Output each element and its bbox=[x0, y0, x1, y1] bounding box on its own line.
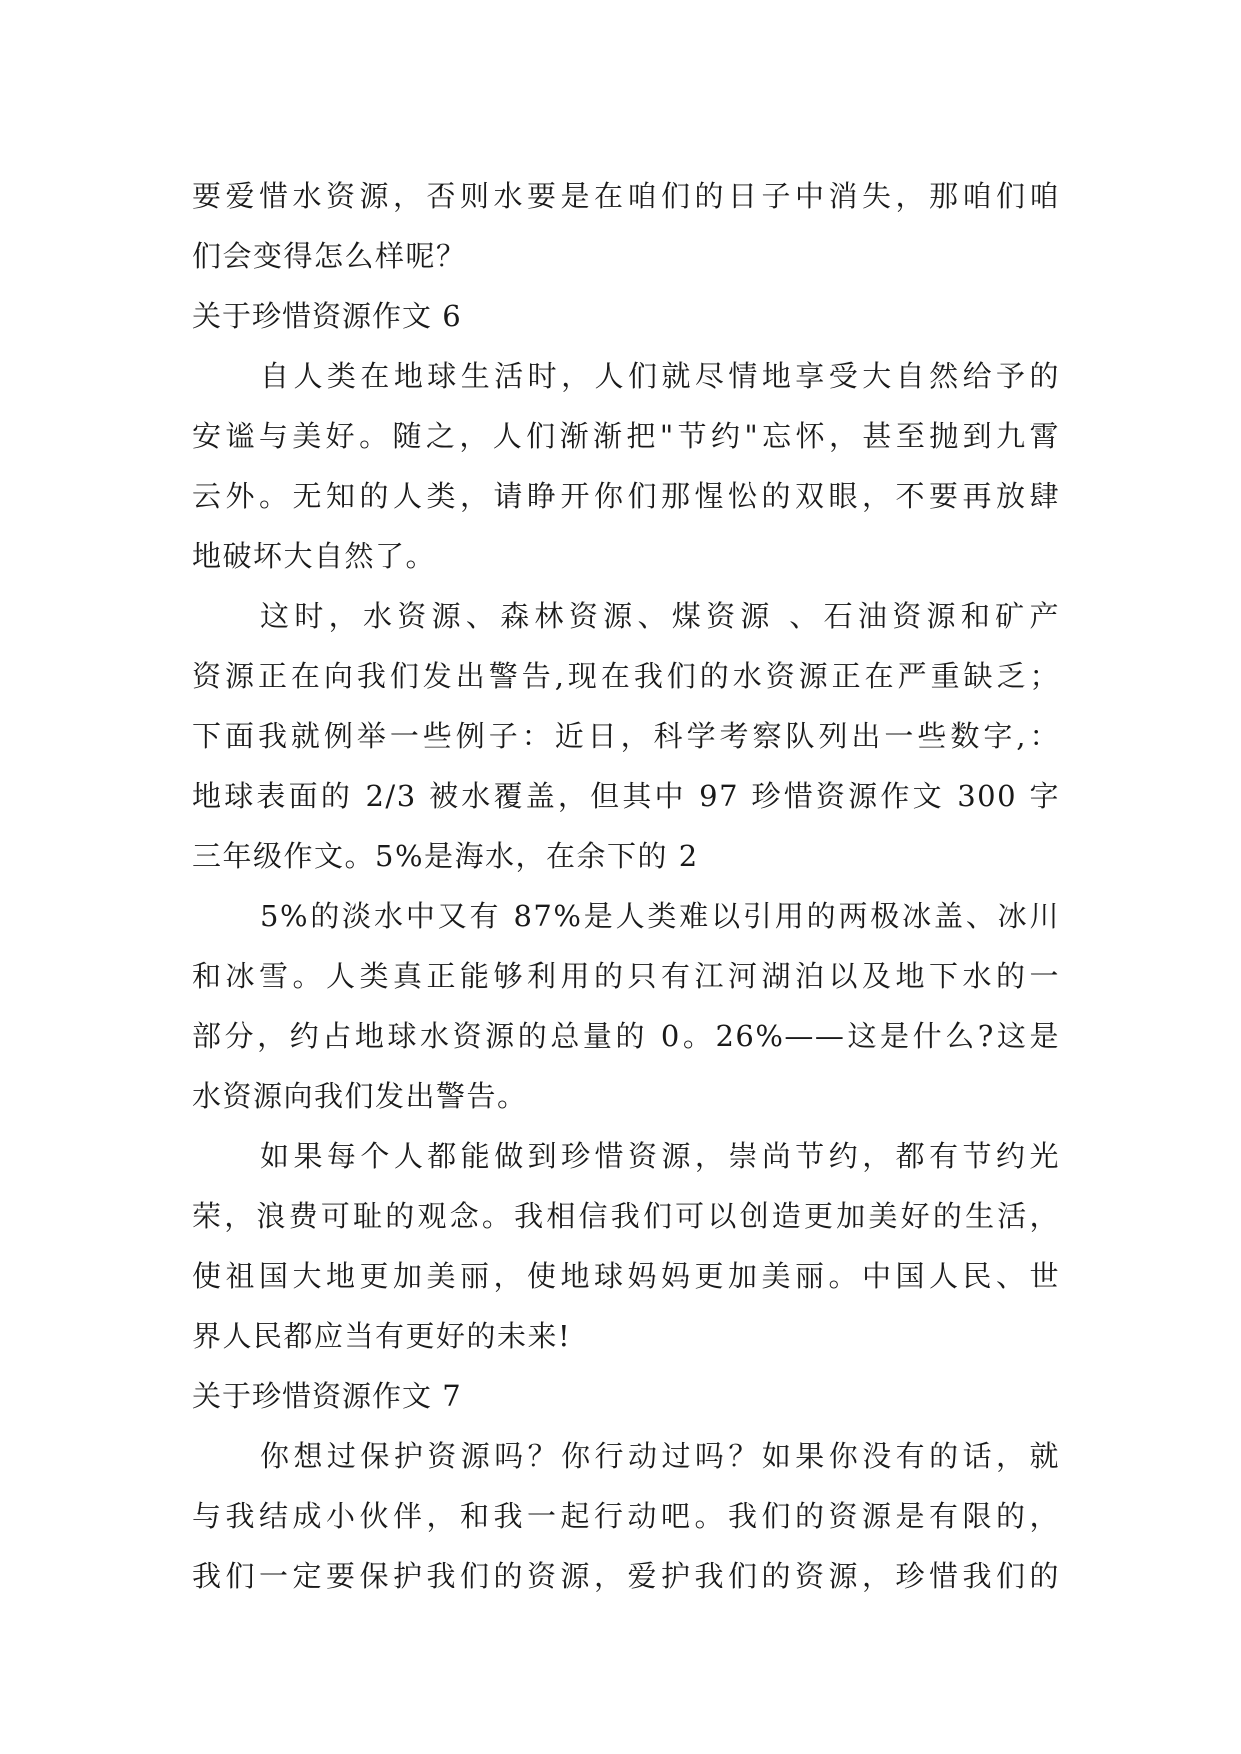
paragraph-line: 地球表面的 2/3 被水覆盖，但其中 97 珍惜资源作文 300 字 bbox=[192, 779, 1060, 813]
paragraph-line: 资源正在向我们发出警告,现在我们的水资源正在严重缺乏； bbox=[192, 659, 1060, 693]
paragraph-line: 这时，水资源、森林资源、煤资源 、石油资源和矿产 bbox=[260, 599, 1060, 633]
paragraph bbox=[192, 166, 1060, 286]
section-heading: 关于珍惜资源作文 6 bbox=[192, 299, 462, 333]
paragraph bbox=[192, 1126, 1060, 1366]
paragraph-line: 我们一定要保护我们的资源，爱护我们的资源，珍惜我们的 bbox=[192, 1559, 1060, 1593]
paragraph-line: 5%的淡水中又有 87%是人类难以引用的两极冰盖、冰川 bbox=[260, 899, 1060, 933]
paragraph-line: 三年级作文。5%是海水，在余下的 2 bbox=[192, 839, 699, 873]
document-page bbox=[192, 166, 1060, 1606]
paragraph-line: 和冰雪。人类真正能够利用的只有江河湖泊以及地下水的一 bbox=[192, 959, 1060, 993]
section-heading: 关于珍惜资源作文 7 bbox=[192, 1379, 462, 1413]
paragraph-line: 要爱惜水资源，否则水要是在咱们的日子中消失，那咱们咱 bbox=[192, 179, 1060, 213]
paragraph-line: 界人民都应当有更好的未来! bbox=[192, 1319, 572, 1353]
paragraph-line: 云外。无知的人类，请睁开你们那惺忪的双眼，不要再放肆 bbox=[192, 479, 1060, 513]
paragraph-line: 荣，浪费可耻的观念。我相信我们可以创造更加美好的生活， bbox=[192, 1199, 1060, 1233]
paragraph-line: 们会变得怎么样呢？ bbox=[192, 239, 467, 273]
paragraph bbox=[192, 586, 1060, 886]
paragraph-line: 如果每个人都能做到珍惜资源，崇尚节约，都有节约光 bbox=[260, 1139, 1060, 1173]
paragraph-line: 部分，约占地球水资源的总量的 0。26%——这是什么?这是 bbox=[192, 1019, 1060, 1053]
paragraph-line: 下面我就例举一些例子：近日，科学考察队列出一些数字,： bbox=[192, 719, 1060, 753]
paragraph-line: 使祖国大地更加美丽，使地球妈妈更加美丽。中国人民、世 bbox=[192, 1259, 1060, 1293]
paragraph bbox=[192, 1426, 1060, 1606]
paragraph-line: 水资源向我们发出警告。 bbox=[192, 1079, 528, 1113]
paragraph-line: 与我结成小伙伴，和我一起行动吧。我们的资源是有限的， bbox=[192, 1499, 1060, 1533]
paragraph-line: 地破坏大自然了。 bbox=[192, 539, 437, 573]
paragraph-line: 自人类在地球生活时，人们就尽情地享受大自然给予的 bbox=[260, 359, 1060, 393]
paragraph-line: 安谧与美好。随之，人们渐渐把"节约"忘怀，甚至抛到九霄 bbox=[192, 419, 1060, 453]
paragraph bbox=[192, 886, 1060, 1126]
paragraph bbox=[192, 346, 1060, 586]
paragraph-line: 你想过保护资源吗？你行动过吗？如果你没有的话，就 bbox=[260, 1439, 1060, 1473]
